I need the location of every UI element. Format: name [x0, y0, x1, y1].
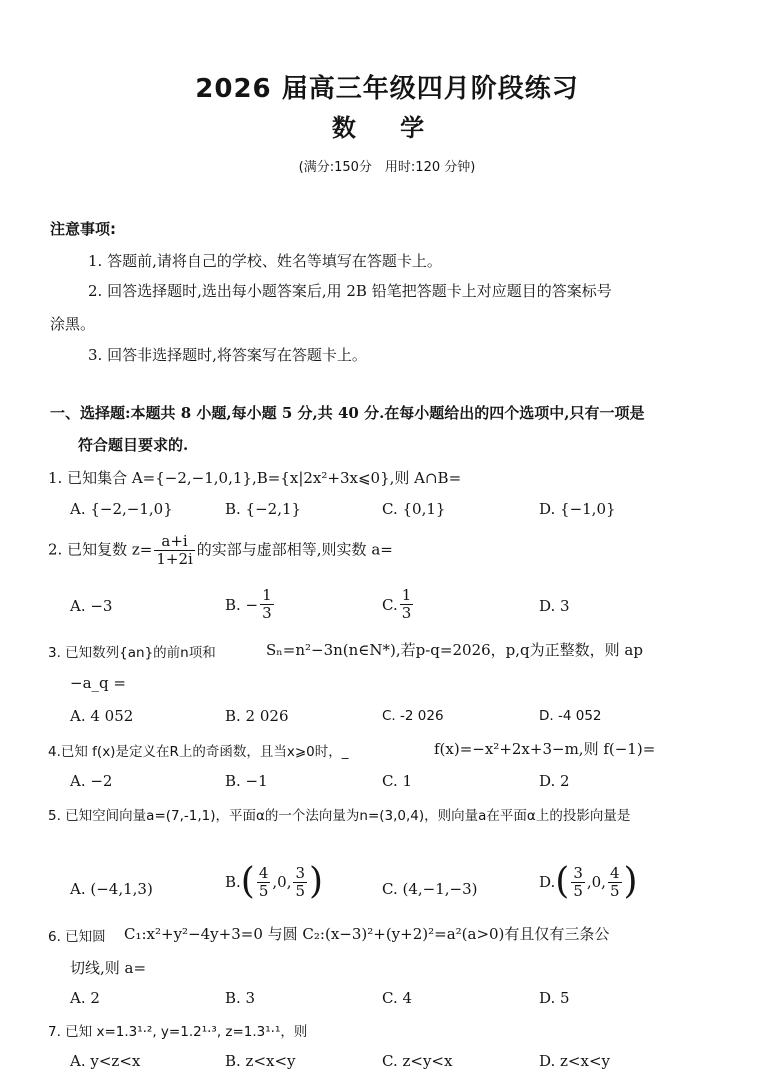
q1-option-b: B. {−2,1} — [225, 500, 302, 518]
q4-option-b: B. −1 — [225, 772, 268, 790]
q4-option-d: D. 2 — [539, 772, 570, 790]
section-heading: 一、选择题:本题共 8 小题,每小题 5 分,共 40 分.在每小题给出的四个选项中,只有一项是 — [50, 404, 645, 422]
q2-option-c-num: 1 — [401, 586, 412, 604]
q3-option-a: A. 4 052 — [70, 707, 134, 725]
q6-option-c: C. 4 — [382, 989, 413, 1007]
q2-option-b-den: 3 — [262, 604, 272, 622]
q2-option-a: A. −3 — [70, 597, 113, 615]
q2-option-b-num: 1 — [262, 586, 272, 604]
q3-option-d: D. -4 052 — [539, 708, 602, 724]
question-3-stem-line2: −a_q = — [70, 674, 126, 692]
q4-option-a: A. −2 — [70, 772, 113, 790]
q5-option-d-lparen: ( — [555, 861, 570, 902]
question-2-stem — [48, 533, 393, 568]
q2-fraction-num: a+i — [154, 533, 194, 551]
q5-option-a: A. (−4,1,3) — [70, 880, 153, 898]
notice-item-3: 3. 回答非选择题时,将答案写在答题卡上。 — [88, 346, 367, 364]
question-6-stem-part2: C₁:x²+y²−4y+3=0 与圆 C₂:(x−3)²+(y+2)²=a²(a>0)有且仅有三条公 — [124, 925, 610, 943]
q5-option-b-num1: 4 — [258, 863, 269, 882]
q5-option-d-num1: 3 — [573, 863, 583, 882]
q5-option-b-den1: 5 — [258, 881, 269, 900]
question-6-stem-line2: 切线,则 a= — [70, 959, 147, 977]
exam-title: 2026 届高三年级四月阶段练习 — [195, 74, 579, 104]
notice-heading: 注意事项: — [50, 220, 116, 238]
q6-option-d: D. 5 — [539, 989, 570, 1007]
q7-option-a: A. y<z<x — [70, 1052, 141, 1070]
q1-option-d: D. {−1,0} — [539, 500, 616, 518]
q5-option-d — [539, 861, 638, 902]
q5-option-b-prefix: B. — [225, 873, 241, 891]
q4-option-c: C. 1 — [382, 772, 413, 790]
notice-item-1: 1. 答题前,请将自己的学校、姓名等填写在答题卡上。 — [88, 252, 442, 270]
section-heading-cont: 符合题目要求的. — [78, 436, 189, 454]
q2-fraction-den: 1+2i — [156, 550, 193, 568]
q5-option-b-rparen: ) — [309, 861, 324, 902]
q5-option-c: C. (4,−1,−3) — [382, 880, 478, 898]
q2-option-c-prefix: C. — [382, 595, 398, 614]
question-5-stem: 5. 已知空间向量a=(7,-1,1)，平面α的一个法向量为n=(3,0,4)，则向量a在平面α上的投影向量是 — [48, 808, 631, 824]
q5-option-b — [225, 861, 324, 902]
question-7-stem: 7. 已知 x=1.3¹·², y=1.2¹·³, z=1.3¹·¹，则 — [48, 1024, 308, 1040]
q3-option-b: B. 2 026 — [225, 707, 289, 725]
question-4-stem-part2: f(x)=−x²+2x+3−m,则 f(−1)= — [434, 740, 656, 758]
subject-title: 数 学 — [331, 114, 443, 142]
notice-item-2: 2. 回答选择题时,选出每小题答案后,用 2B 铅笔把答题卡上对应题目的答案标号 — [88, 282, 612, 300]
q5-option-d-den2: 5 — [609, 881, 620, 900]
q5-option-d-den1: 5 — [573, 881, 583, 900]
q2-option-d: D. 3 — [539, 597, 570, 615]
q5-option-b-mid: ,0, — [272, 873, 292, 891]
notice-item-2-cont: 涂黑。 — [50, 315, 96, 333]
q5-option-b-num2: 3 — [295, 863, 306, 882]
q7-option-c: C. z<y<x — [382, 1052, 453, 1070]
q2-option-c-den: 3 — [401, 604, 412, 622]
q6-option-b: B. 3 — [225, 989, 256, 1007]
q1-option-c: C. {0,1} — [382, 500, 446, 518]
q3-option-c: C. -2 026 — [382, 708, 444, 724]
q5-option-d-num2: 4 — [609, 863, 620, 882]
q5-option-d-frac2 — [608, 865, 622, 900]
q2-stem-suffix: 的实部与虚部相等,则实数 a= — [196, 540, 393, 559]
q5-option-d-rparen: ) — [623, 861, 638, 902]
q5-option-d-mid: ,0, — [586, 873, 606, 891]
q2-option-b-prefix: B. − — [225, 595, 259, 614]
question-6-stem-part1: 6. 已知圆 — [48, 929, 106, 945]
q1-option-a: A. {−2,−1,0} — [70, 500, 173, 518]
q2-option-b-frac — [260, 587, 274, 622]
q6-option-a: A. 2 — [70, 989, 100, 1007]
question-1-stem: 1. 已知集合 A={−2,−1,0,1},B={x|2x²+3x⩽0},则 A∩B= — [48, 469, 462, 487]
q5-option-d-prefix: D. — [539, 873, 556, 891]
question-3-stem-part2: Sₙ=n²−3n(n∈N*),若p-q=2026，p,q为正整数，则 ap — [266, 641, 643, 659]
q5-option-d-frac1 — [571, 865, 585, 900]
question-4-stem-part1: 4.已知 f(x)是定义在R上的奇函数，且当x⩾0时，_ — [48, 744, 349, 760]
q5-option-b-den2: 5 — [295, 881, 306, 900]
q5-option-b-frac1 — [257, 865, 271, 900]
q7-option-b: B. z<x<y — [225, 1052, 296, 1070]
q2-fraction — [154, 533, 194, 568]
q2-option-c-frac — [400, 587, 414, 622]
question-3-stem-part1: 3. 已知数列{an}的前n项和 — [48, 645, 216, 661]
q5-option-b-lparen: ( — [240, 861, 255, 902]
exam-meta: (满分:150分 用时:120 分钟) — [298, 160, 476, 175]
q2-option-b — [225, 587, 276, 622]
q7-option-d: D. z<x<y — [539, 1052, 611, 1070]
q2-stem-prefix: 2. 已知复数 z= — [48, 540, 153, 559]
q5-option-b-frac2 — [293, 865, 307, 900]
q2-option-c — [382, 587, 415, 622]
